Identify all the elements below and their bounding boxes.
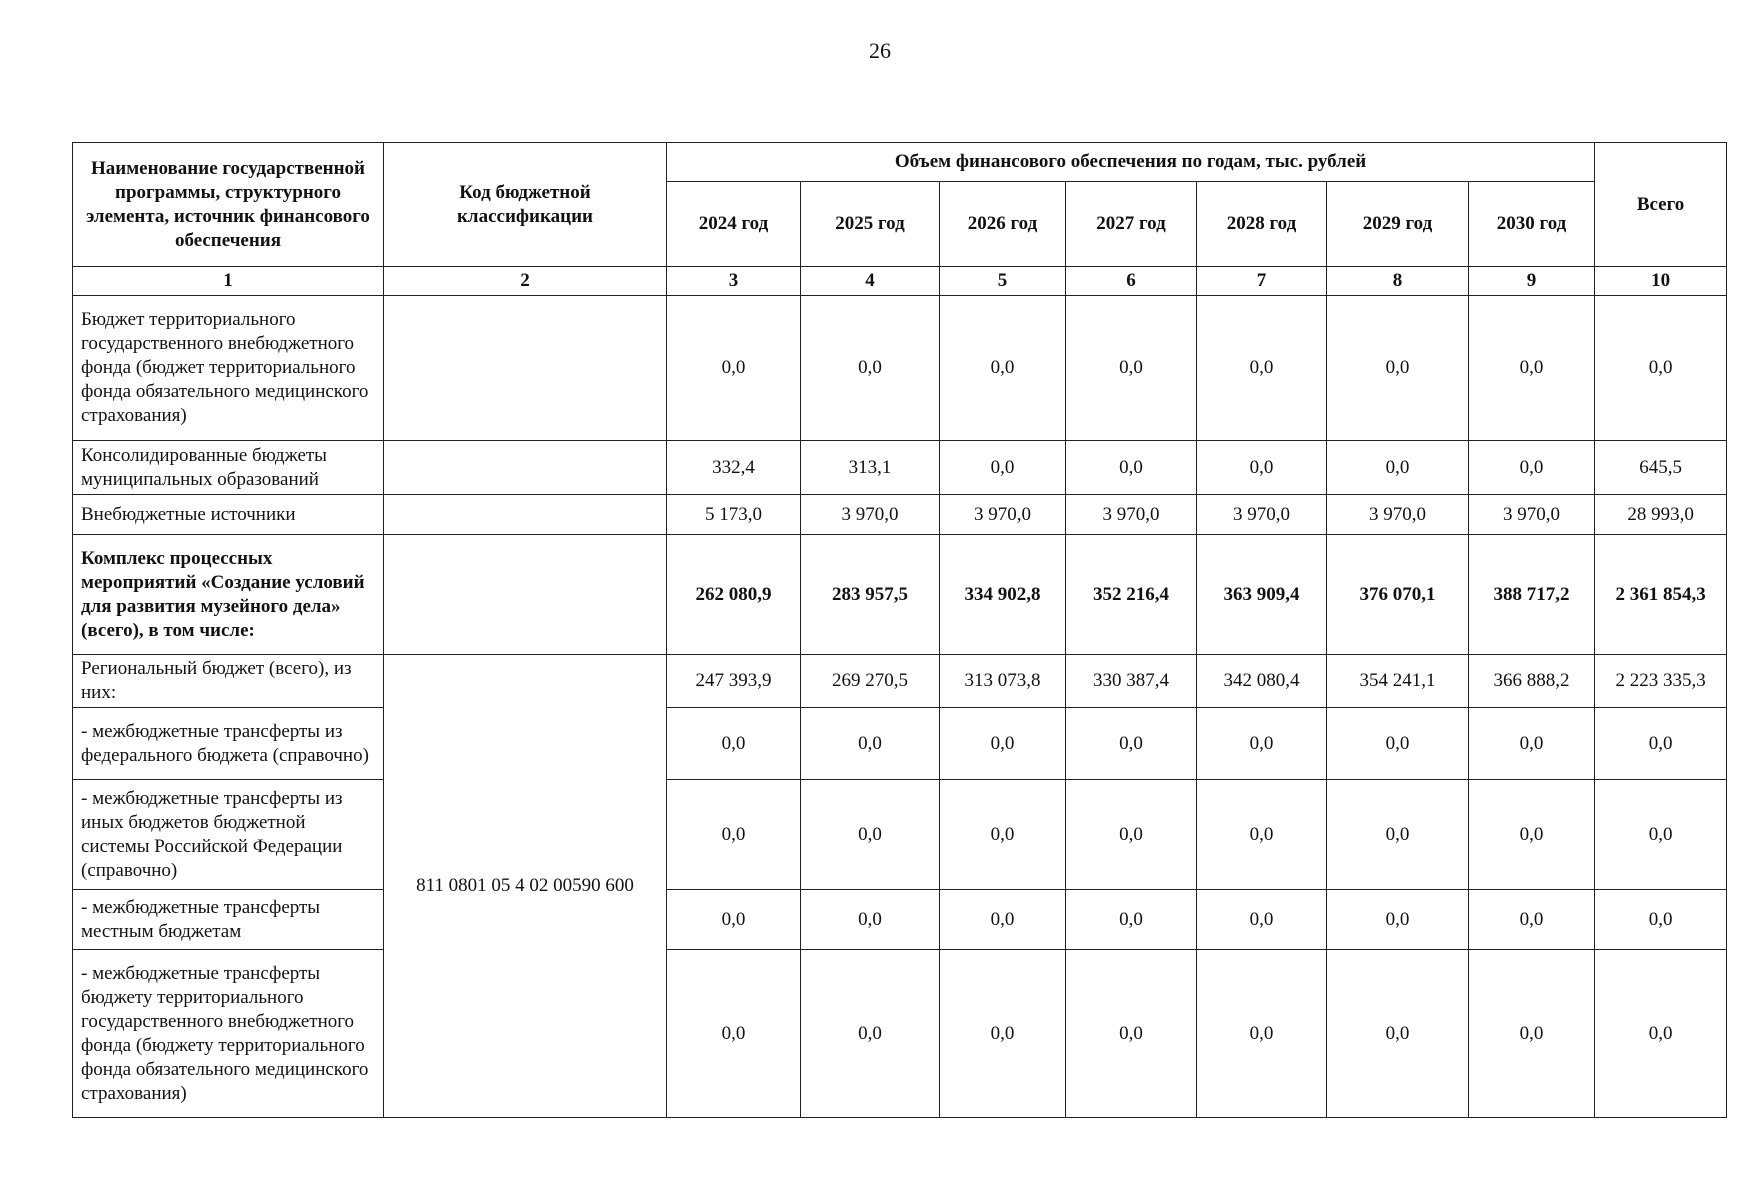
cell-value: 3 970,0 [1197,495,1327,535]
header-volume: Объем финансового обеспечения по годам, тыс. рублей [667,143,1595,182]
cell-value: 269 270,5 [801,655,940,708]
row-name: - межбюджетные трансферты из федерального бюджета (справочно) [73,708,384,780]
column-number: 7 [1197,267,1327,296]
header-code: Код бюджетной классификации [384,143,667,267]
row-name: - межбюджетные трансферты из иных бюджетов бюджетной системы Российской Федерации (справочно) [73,780,384,890]
cell-value: 0,0 [1197,296,1327,441]
cell-value: 0,0 [1066,708,1197,780]
row-code [384,495,667,535]
table-row [73,950,1727,1118]
cell-value: 0,0 [1197,780,1327,890]
header-name: Наименование государственной программы, структурного элемента, источник финансового обеспечения [73,143,384,267]
cell-value: 0,0 [1327,780,1469,890]
table-row [73,708,1727,780]
cell-value: 0,0 [940,708,1066,780]
table-row [73,655,1727,708]
header-year: 2027 год [1066,182,1197,267]
cell-value: 0,0 [1066,296,1197,441]
cell-value: 0,0 [940,296,1066,441]
cell-value: 352 216,4 [1066,535,1197,655]
table-row [73,780,1727,890]
header-year: 2025 год [801,182,940,267]
cell-value: 0,0 [1469,441,1595,495]
row-name: Внебюджетные источники [73,495,384,535]
cell-value: 0,0 [1327,708,1469,780]
cell-value: 0,0 [940,780,1066,890]
cell-total: 0,0 [1595,780,1727,890]
cell-value: 0,0 [667,780,801,890]
budget-table [72,142,1727,1118]
cell-value: 0,0 [1469,780,1595,890]
table-row [73,441,1727,495]
column-number: 9 [1469,267,1595,296]
cell-value: 0,0 [1469,296,1595,441]
cell-value: 0,0 [940,950,1066,1118]
cell-value: 0,0 [667,296,801,441]
header-row-1 [73,143,1727,182]
table-row [73,890,1727,950]
cell-value: 0,0 [1066,890,1197,950]
column-number: 5 [940,267,1066,296]
row-name: Консолидированные бюджеты муниципальных образований [73,441,384,495]
cell-value: 342 080,4 [1197,655,1327,708]
header-year: 2024 год [667,182,801,267]
cell-value: 0,0 [940,441,1066,495]
cell-value: 0,0 [1327,950,1469,1118]
page-number: 26 [869,38,891,63]
cell-value: 366 888,2 [1469,655,1595,708]
cell-value: 3 970,0 [940,495,1066,535]
cell-value: 0,0 [1066,441,1197,495]
cell-value: 313,1 [801,441,940,495]
cell-value: 0,0 [940,890,1066,950]
cell-value: 3 970,0 [1469,495,1595,535]
table-row [73,535,1727,655]
cell-value: 313 073,8 [940,655,1066,708]
header-total: Всего [1595,143,1727,267]
column-number: 2 [384,267,667,296]
cell-value: 0,0 [801,708,940,780]
row-name: - межбюджетные трансферты местным бюджетам [73,890,384,950]
cell-value: 0,0 [801,890,940,950]
cell-value: 0,0 [1469,950,1595,1118]
cell-total: 2 223 335,3 [1595,655,1727,708]
row-code [384,296,667,441]
cell-value: 283 957,5 [801,535,940,655]
row-name: Комплекс процессных мероприятий «Создание условий для развития музейного дела» (всего), в том числе: [73,535,384,655]
cell-value: 334 902,8 [940,535,1066,655]
column-number: 6 [1066,267,1197,296]
cell-value: 0,0 [1066,950,1197,1118]
cell-value: 0,0 [667,708,801,780]
cell-value: 0,0 [1469,708,1595,780]
cell-value: 0,0 [1066,780,1197,890]
cell-value: 0,0 [1327,441,1469,495]
table-row [73,495,1727,535]
cell-value: 0,0 [1197,708,1327,780]
cell-value: 388 717,2 [1469,535,1595,655]
cell-value: 262 080,9 [667,535,801,655]
header-year: 2028 год [1197,182,1327,267]
cell-value: 3 970,0 [1327,495,1469,535]
cell-total: 0,0 [1595,708,1727,780]
column-number: 8 [1327,267,1469,296]
cell-value: 247 393,9 [667,655,801,708]
cell-value: 0,0 [1469,890,1595,950]
budget-code-merged: 811 0801 05 4 02 00590 600 [384,655,667,1118]
cell-value: 0,0 [1327,890,1469,950]
row-name: - межбюджетные трансферты бюджету территориального государственного внебюджетного фонда (бюджету территориального фонда обязательного медицинского страхования) [73,950,384,1118]
cell-value: 3 970,0 [1066,495,1197,535]
cell-value: 0,0 [801,296,940,441]
cell-value: 0,0 [1197,890,1327,950]
row-code [384,535,667,655]
cell-total: 2 361 854,3 [1595,535,1727,655]
cell-value: 376 070,1 [1327,535,1469,655]
row-code [384,441,667,495]
cell-total: 0,0 [1595,890,1727,950]
cell-total: 0,0 [1595,296,1727,441]
column-number: 4 [801,267,940,296]
row-name: Бюджет территориального государственного внебюджетного фонда (бюджет территориального фонда обязательного медицинского страхования) [73,296,384,441]
cell-total: 645,5 [1595,441,1727,495]
cell-value: 5 173,0 [667,495,801,535]
cell-total: 28 993,0 [1595,495,1727,535]
cell-value: 0,0 [1197,441,1327,495]
header-year: 2029 год [1327,182,1469,267]
column-number: 3 [667,267,801,296]
cell-value: 0,0 [801,780,940,890]
cell-value: 363 909,4 [1197,535,1327,655]
column-number-row [73,267,1727,296]
column-number: 10 [1595,267,1727,296]
cell-value: 0,0 [667,950,801,1118]
table-row [73,296,1727,441]
column-number: 1 [73,267,384,296]
header-year: 2026 год [940,182,1066,267]
cell-value: 0,0 [1197,950,1327,1118]
cell-value: 354 241,1 [1327,655,1469,708]
cell-value: 332,4 [667,441,801,495]
cell-value: 0,0 [801,950,940,1118]
cell-value: 3 970,0 [801,495,940,535]
header-year: 2030 год [1469,182,1595,267]
cell-value: 0,0 [667,890,801,950]
cell-value: 330 387,4 [1066,655,1197,708]
cell-total: 0,0 [1595,950,1727,1118]
row-name: Региональный бюджет (всего), из них: [73,655,384,708]
cell-value: 0,0 [1327,296,1469,441]
